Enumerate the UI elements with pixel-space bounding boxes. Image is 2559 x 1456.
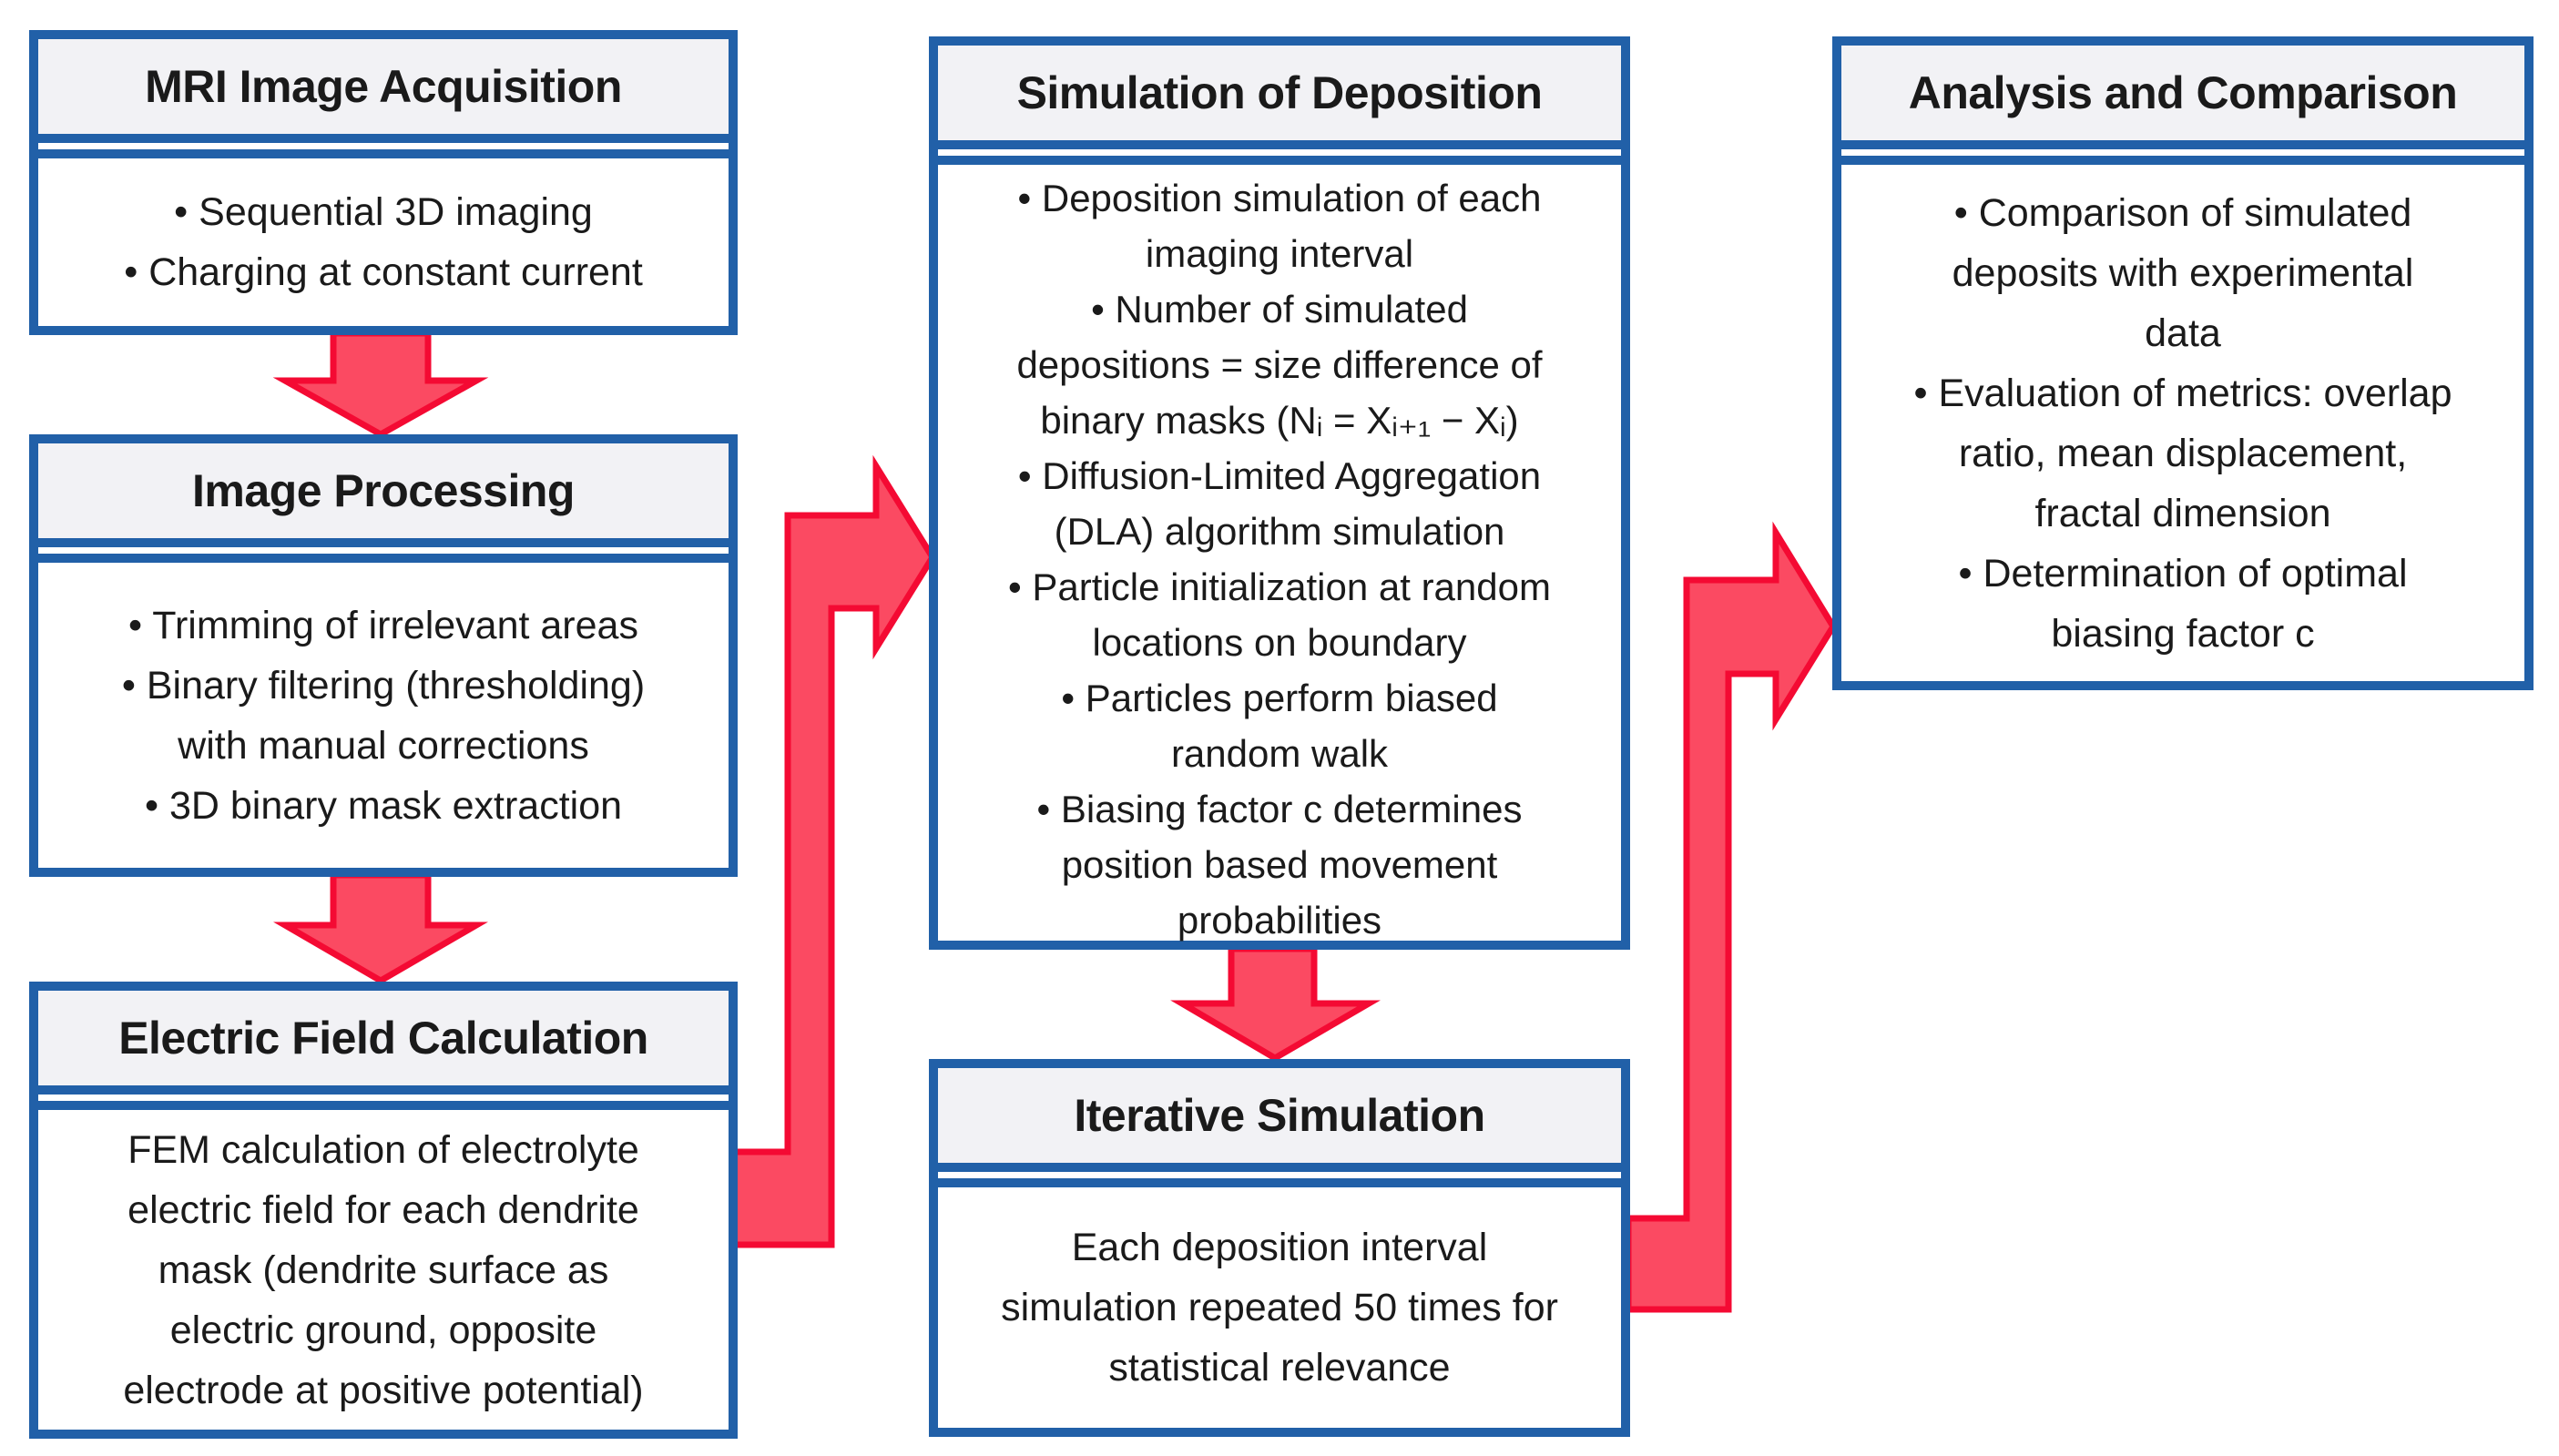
- box-title-image-processing: Image Processing: [38, 443, 729, 547]
- body-line: • Evaluation of metrics: overlap: [1913, 371, 2452, 415]
- box-body-analysis-and-comparison: [1841, 156, 2524, 681]
- body-line: • Diffusion-Limited Aggregation: [1017, 454, 1542, 497]
- body-line: • Particle initialization at random: [1008, 565, 1551, 608]
- body-line: locations on boundary: [1092, 621, 1467, 664]
- box-title-iterative-simulation: Iterative Simulation: [938, 1068, 1621, 1172]
- body-line: • Particles perform biased: [1061, 677, 1498, 719]
- body-line: electric ground, opposite: [169, 1308, 597, 1352]
- body-line: depositions = size difference of: [1016, 343, 1543, 386]
- body-line: ratio, mean displacement,: [1958, 431, 2408, 475]
- body-line: • Charging at constant current: [124, 250, 643, 294]
- body-line: electric field for each dendrite: [127, 1187, 639, 1232]
- body-line: • 3D binary mask extraction: [144, 783, 623, 828]
- box-iterative-simulation: [929, 1059, 1630, 1437]
- body-line: with manual corrections: [178, 723, 589, 768]
- box-analysis-and-comparison: [1832, 36, 2534, 690]
- body-line: random walk: [1170, 732, 1389, 775]
- body-line: biasing factor c: [2051, 611, 2315, 656]
- elbow-arrow-iterative-to-analysis: [1628, 533, 1833, 1309]
- box-title-simulation-of-deposition: Simulation of Deposition: [938, 46, 1621, 149]
- body-line: • Determination of optimal: [1958, 551, 2408, 596]
- body-line: deposits with experimental: [1952, 250, 2414, 295]
- box-body-image-processing: [38, 554, 729, 868]
- body-line: Each deposition interval: [1071, 1226, 1488, 1269]
- down-arrow-mri-to-image-processing: [285, 333, 476, 434]
- body-line: FEM calculation of electrolyte: [127, 1127, 639, 1172]
- box-image-processing: [29, 434, 738, 877]
- body-line: • Comparison of simulated: [1953, 190, 2412, 235]
- body-line: imaging interval: [1145, 232, 1414, 275]
- body-line: • Deposition simulation of each: [1017, 177, 1542, 219]
- box-body-mri-image-acquisition: [38, 149, 729, 326]
- down-arrow-image-processing-to-electric-field: [285, 875, 476, 981]
- body-line: probabilities: [1177, 899, 1382, 942]
- body-line: • Sequential 3D imaging: [174, 190, 593, 234]
- box-electric-field-calculation: [29, 982, 738, 1439]
- body-line: • Binary filtering (thresholding): [121, 663, 646, 708]
- box-title-electric-field-calculation: Electric Field Calculation: [38, 991, 729, 1095]
- body-line: simulation repeated 50 times for: [1001, 1286, 1558, 1329]
- body-line: position based movement: [1061, 843, 1498, 886]
- box-title-analysis-and-comparison: Analysis and Comparison: [1841, 46, 2524, 149]
- box-simulation-of-deposition: [929, 36, 1630, 950]
- elbow-arrow-electric-field-to-simulation: [734, 466, 933, 1245]
- body-line: data: [2145, 311, 2221, 355]
- body-line: mask (dendrite surface as: [158, 1247, 609, 1292]
- body-line: binary masks (Nᵢ = Xᵢ₊₁ − Xᵢ): [1040, 399, 1519, 442]
- body-line: • Biasing factor c determines: [1036, 788, 1523, 830]
- box-body-iterative-simulation: [938, 1178, 1621, 1428]
- body-line: • Number of simulated: [1091, 288, 1468, 331]
- box-title-mri-image-acquisition: MRI Image Acquisition: [38, 39, 729, 143]
- down-arrow-simulation-to-iterative: [1182, 949, 1369, 1058]
- body-line: statistical relevance: [1108, 1346, 1451, 1390]
- box-body-simulation-of-deposition: [938, 156, 1621, 948]
- body-line: • Trimming of irrelevant areas: [128, 603, 638, 647]
- box-mri-image-acquisition: [29, 30, 738, 335]
- body-line: fractal dimension: [2034, 491, 2331, 535]
- body-line: (DLA) algorithm simulation: [1054, 510, 1505, 553]
- body-line: electrode at positive potential): [123, 1368, 644, 1412]
- box-body-electric-field-calculation: [38, 1101, 729, 1430]
